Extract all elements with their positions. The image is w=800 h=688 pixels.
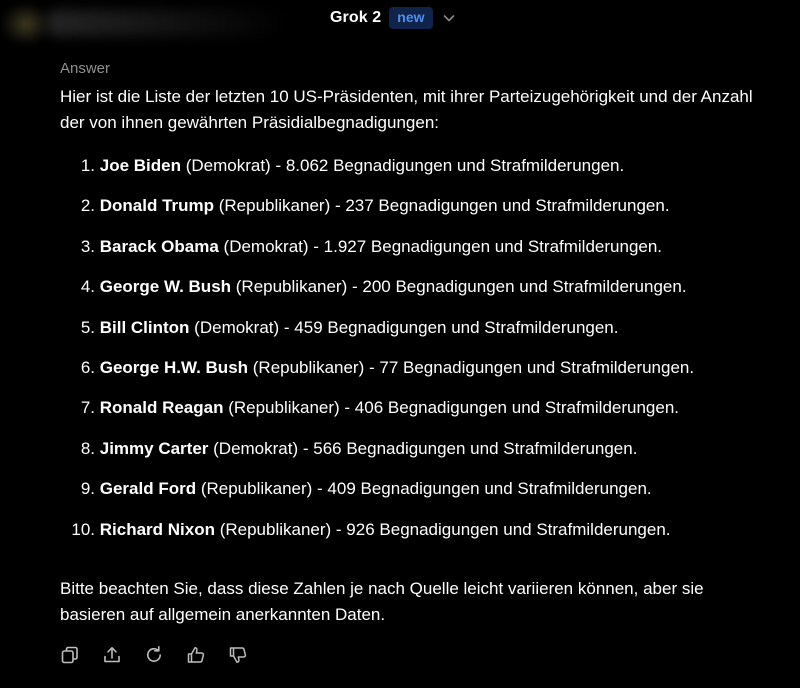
- president-list: [60, 154, 760, 542]
- answer-label: Answer: [60, 60, 111, 77]
- list-number: 9.: [80, 479, 95, 499]
- response-actions: [60, 645, 270, 665]
- copy-icon[interactable]: [60, 645, 80, 665]
- list-number: 4.: [80, 277, 95, 297]
- regenerate-icon[interactable]: [144, 645, 164, 665]
- president-detail: (Demokrat) - 8.062 Begnadigungen und Strafmilderungen.: [180, 156, 625, 175]
- list-number: 2.: [80, 196, 95, 216]
- list-number: 3.: [80, 236, 95, 256]
- list-number: 5.: [80, 317, 95, 337]
- president-detail: (Republikaner) - 926 Begnadigungen und Strafmilderungen.: [214, 519, 671, 539]
- blurred-avatar: [2, 4, 50, 44]
- president-detail: (Republikaner) - 200 Begnadigungen und Strafmilderungen.: [231, 277, 687, 297]
- list-item: [60, 235, 760, 259]
- thumbs-up-icon[interactable]: [186, 645, 206, 665]
- president-name: Bill Clinton: [99, 317, 190, 337]
- president-name: George H.W. Bush: [99, 357, 249, 377]
- list-item: [60, 275, 760, 299]
- new-badge: new: [389, 7, 432, 29]
- model-selector[interactable]: [330, 6, 457, 30]
- president-detail: (Republikaner) - 406 Begnadigungen und Strafmilderungen.: [223, 398, 680, 418]
- list-item: [60, 154, 760, 178]
- list-item: [60, 194, 760, 218]
- president-name: Richard Nixon: [99, 519, 215, 539]
- president-name: Gerald Ford: [99, 479, 197, 499]
- president-detail: (Demokrat) - 566 Begnadigungen und Strafmilderungen.: [208, 438, 638, 458]
- list-item: [60, 316, 760, 340]
- president-name: Donald Trump: [99, 196, 215, 216]
- president-detail: (Republikaner) - 237 Begnadigungen und Strafmilderungen.: [214, 196, 670, 216]
- answer-intro: Hier ist die Liste der letzten 10 US-Präsidenten, mit ihrer Parteizugehörigkeit und der Anzahl der von ihnen gewährten Präsidialbegnadigungen:: [60, 87, 753, 132]
- list-number: 10.: [71, 519, 95, 539]
- list-number: 7.: [80, 398, 95, 418]
- president-name: Jimmy Carter: [99, 438, 209, 458]
- list-item: [60, 396, 760, 420]
- thumbs-down-icon[interactable]: [228, 645, 248, 665]
- president-detail: (Republikaner) - 409 Begnadigungen und Strafmilderungen.: [196, 479, 652, 499]
- president-detail: (Demokrat) - 459 Begnadigungen und Strafmilderungen.: [189, 317, 619, 337]
- list-number: 8.: [80, 438, 95, 458]
- president-detail: (Republikaner) - 77 Begnadigungen und Strafmilderungen.: [248, 357, 695, 377]
- president-name: Joe Biden: [99, 156, 181, 175]
- share-icon[interactable]: [102, 645, 122, 665]
- president-name: George W. Bush: [99, 277, 232, 297]
- president-detail: (Demokrat) - 1.927 Begnadigungen und Strafmilderungen.: [218, 236, 663, 256]
- president-name: Ronald Reagan: [99, 398, 224, 418]
- list-item: [60, 477, 760, 501]
- chevron-down-icon[interactable]: [441, 10, 457, 26]
- list-item: [60, 437, 760, 461]
- list-item: [60, 518, 760, 542]
- top-bar: [0, 0, 800, 36]
- blurred-username: [46, 10, 286, 36]
- model-name: Grok 2: [330, 9, 382, 26]
- list-number: 6.: [80, 357, 95, 377]
- list-number: 1.: [80, 156, 95, 175]
- president-name: Barack Obama: [99, 236, 219, 256]
- answer-content: [60, 58, 760, 624]
- answer-outro: Bitte beachten Sie, dass diese Zahlen je nach Quelle leicht variieren können, aber sie basieren auf allgemein anerkannten Daten.: [60, 579, 704, 624]
- list-item: [60, 356, 760, 380]
